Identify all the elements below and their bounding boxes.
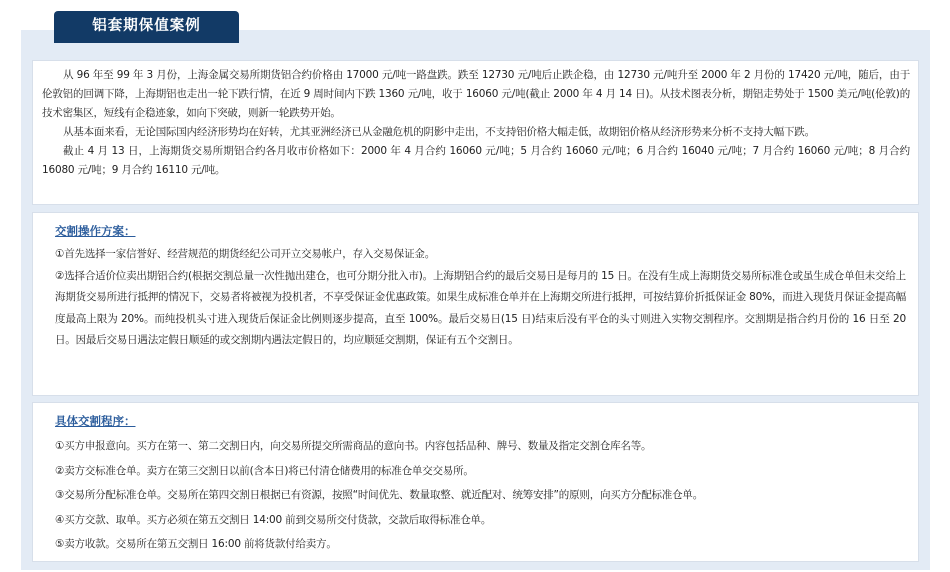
procedure-step: ①买方申报意向。买方在第一、第二交割日内，向交易所提交所需商品的意向书。内容包括品种、牌号、数量及指定交割仓库名等。 [55,440,652,452]
procedure-panel [32,402,919,562]
delivery-plan-item: ①首先选择一家信誉好、经营规范的期货经纪公司开立交易帐户，存入交易保证金。 [55,248,436,260]
intro-paragraph: 从 96 年至 99 年 3 月份，上海金属交易所期货铝合约价格由 17000 元/吨一路盘跌。跌至 12730 元/吨后止跌企稳，由 12730 元/吨升至 2000 年 2 月份的 17420 元/吨，随后，由于伦敦铝的回调下降，上海期铝也走出一轮下跌行情，在近 9 周时间内下跌 1360 元/吨，收于 16060 元/吨(截止 2000 年 4 月 14 日)。从技术图表分析，期铝走势处于 1500 美元/吨(伦敦)的技术密集区，短线有企稳迹象，如向下突破，则新一轮跌势开始。 [42,69,910,119]
intro-panel [32,60,919,205]
procedure-step: ③交易所分配标准仓单。交易所在第四交割日根据已有资源，按照“时间优先、数量取整、就近配对、统筹安排”的原则，向买方分配标准仓单。 [55,489,703,501]
procedure-step: ④买方交款、取单。买方必须在第五交割日 14:00 前到交易所交付货款，交款后取得标准仓单。 [55,513,492,526]
procedure-step: ⑤卖方收款。交易所在第五交割日 16:00 前将货款付给卖方。 [55,538,337,550]
procedure-heading: 具体交割程序： [55,414,136,428]
intro-paragraph: 从基本面来看，无论国际国内经济形势均在好转，尤其亚洲经济已从金融危机的阴影中走出，不支持铝价格大幅走低，故期铝价格从经济形势来分析不支持大幅下跌。 [63,126,815,138]
intro-paragraph: 截止 4 月 13 日，上海期货交易所期铝合约各月收市价格如下：2000 年 4 月合约 16060 元/吨；5 月合约 16060 元/吨；6 月合约 16040 元/吨；7 月合约 16060 元/吨；8 月合约 16080 元/吨；9 月合约 16110 元/吨。 [42,145,910,176]
procedure-step: ②卖方交标准仓单。卖方在第三交割日以前(含本日)将已付清仓储费用的标准仓单交交易所。 [55,464,474,477]
page-title: 铝套期保值案例 [54,11,239,43]
delivery-plan-heading: 交割操作方案： [55,224,136,238]
delivery-plan-panel [32,212,919,396]
delivery-plan-item: ②选择合适价位卖出期铝合约(根据交割总量一次性抛出建仓，也可分期分批入市)。上海期铝合约的最后交易日是每月的 15 日。在没有生成上海期货交易所标准仓或虽生成仓单但未交给上海期货交易所进行抵押的情况下，交易者将被视为投机者，不享受保证金优惠政策。如果生成标准仓单并在上海期交所进行抵押，可按结算价折抵保证金 80%，而进入现货月保证金提高幅度最高上限为 20%。而纯投机头寸进入现货后保证金比例则逐步提高，直至 100%。最后交易日(15 日)结束后没有平仓的头寸则进入实物交割程序。交割期是指合约月份的 16 日至 20 日。因最后交易日遇法定假日顺延的或交割期内遇法定假日的，均应顺延交割期，保证有五个交割日。 [55,269,906,346]
